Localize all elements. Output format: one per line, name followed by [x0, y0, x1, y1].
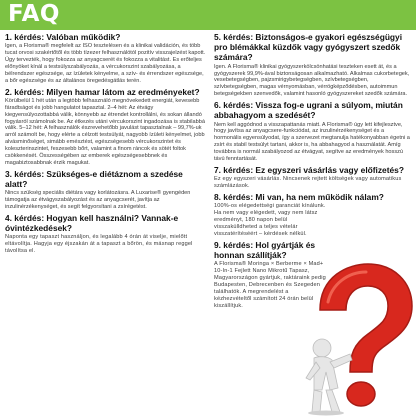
faq-question: 3. kérdés: Szükséges-e diétáznom a szedése alatt?: [5, 168, 183, 190]
faq-answer: Nem kell aggódnod a visszapattanás miatt. A Florisma® úgy lett kifejlesztve, hogy javítsa az anyagcsere-funkciódat, az inzulinérzékenységet és a hormonális egyensúlyodat, így a szervezet megtanulja hatékonyabban égetni a zsírt és stabil testsúlyt tartani, akkor is, ha abbahagyod a használatát. Amíg továbbra is normál szabályozod az étvágyat, segítve az eredmények hosszú távú fenntartását.: [214, 121, 410, 163]
faq-answer: Naponta egy tapaszt használjon, és legalább 4 órán át viselje, mielőtt eltávolítja. Hagyja egy éjszakán át a tapaszt a bőrön, és másnap reggel távolítsa el.: [5, 234, 193, 255]
faq-item-4: [5, 213, 207, 255]
faq-item-3: [5, 169, 207, 211]
faq-question: 5. kérdés: Biztonságos-e gyakori egészségügyi pro blémákkal küzdők vagy gyógyszert szedők számára?: [214, 32, 403, 63]
faq-answer: Igen, a Florisma® megfelelt az ISO tesztelésen és a klinikai validáción, és több tucat orvosi szakértőtől és több tízezer felhasználótól pozitív visszajelzést kapott. Úgy tervezték, hogy fokozza az anyagcserét és fokozza a vitalitást. Es erőteljes előnyöket kínál a testsúlyszabályozás, a vércukorszint szabályozása, a bélrendszer egészsége, az ízületek kényelme, a szív- és érrendszer egészsége, a bőr egészsége és az általános öregedésgátlás terén.: [5, 43, 206, 84]
faq-answer: 100%-os elégedettségi garanciát kínálunk. Ha nem vagy elégedett, vagy nem látsz eredményt, 180 napon belül visszakülldheted a teljes vételár visszatérítéséért – kérdések nélkül.: [214, 203, 326, 237]
faq-item-5: [214, 32, 412, 98]
faq-question: 4. kérdés: Hogyan kell használni? Vannak-e óvintézkedések?: [5, 213, 179, 234]
faq-item-8: [214, 192, 412, 238]
faq-question: 6. kérdés: Vissza fog-e ugrani a súlyom, miután abbahagyom a szedését?: [214, 100, 403, 121]
faq-answer: Nincs szükség speciális diétára vagy korlátozásra. A Luxarise® gyengéden támogatja az étvágyszabályozást és az anyagcserét, javítja az inzulinérzékenységet, és segít felgyorsítani a zsírégetést.: [5, 190, 191, 211]
page-title: FAQ: [8, 1, 60, 27]
faq-question: 8. kérdés: Mi van, ha nem működik nálam?: [214, 192, 384, 202]
faq-answer: Igen. A Florisma® klinikai gyógyszerkölcsönhatási teszteken esett át, és a gyógyszerek 99,9%-ával biztonságosan alkalmazható. Alkalmas cukorbetegek, vesebetegségben, pajzsmirigybetegségben, szívbetegségben, szívbetegségben, magas vérnyomásban, vérrögképződésben, autoimmun betegségekben szenvedők, valamint hasonló gyógyszereket szedők számára.: [214, 63, 410, 98]
faq-left-column: [5, 32, 207, 257]
faq-header-bar: [0, 0, 416, 30]
faq-item-7: [214, 165, 412, 190]
faq-question: 2. kérdés: Milyen hamar látom az eredményeket?: [5, 86, 200, 97]
faq-item-6: [214, 100, 412, 163]
faq-item-2: [5, 87, 207, 167]
faq-question: 7. kérdés: Ez egyszeri vásárlás vagy előfizetés?: [214, 164, 404, 175]
faq-question: 9. kérdés: Hol gyártják és honnan szállítják?: [214, 239, 316, 260]
faq-answer: A Florisma® Moringa × Berberme × Mad+ 10-In-1 Fejlett Nano Mikrotű Tapasz, Magyarországon gyártjuk, raktáraink pedig Budapesten, Debrecenben és Szegeden találhatók. A megrendelést a kézhezvételtől számított 24 órán belül kiszállítjuk.: [214, 261, 326, 309]
question-mark-figure-icon: [300, 262, 416, 416]
faq-question: 1. kérdés: Valóban működik?: [5, 32, 121, 42]
faq-answer: Körülbelül 1 hét után a legtöbb felhasználó megnövekedett energiát, kevesebb fáradtságot és jobb hangulatot tapasztal. 2–4 hét: Az étvágy kiegyensúlyozottabbá válik, könnyebb az étrendet kontrollálni, és sokan állandó fogyásról számolnak be. Az étkezés utáni vércukorszint ingadozása is stabilabbá válik. 5–12 hét: A felhasználók észrevehetőbb javulást tapasztalnak – 99,7%-uk arról számolt be, hogy elérte a célzott testsúlyát, nagyobb ízületi kényelmet, jobb alvásminőséget, simább emésztést, egészségesebb vércukorszintet és koleszterinszintet, feszesebb bőrt, valamint a finom ráncok és sötét foltok csökkenését. Összességében az emberek egészségesebbnek és magabiztosabbnak érzik magukat.: [5, 97, 205, 166]
faq-item-1: [5, 32, 207, 85]
faq-answer: Ez egy egyszeri vásárlás. Nincsenek rejtett költségek vagy automatikus számlázások.: [214, 176, 402, 190]
